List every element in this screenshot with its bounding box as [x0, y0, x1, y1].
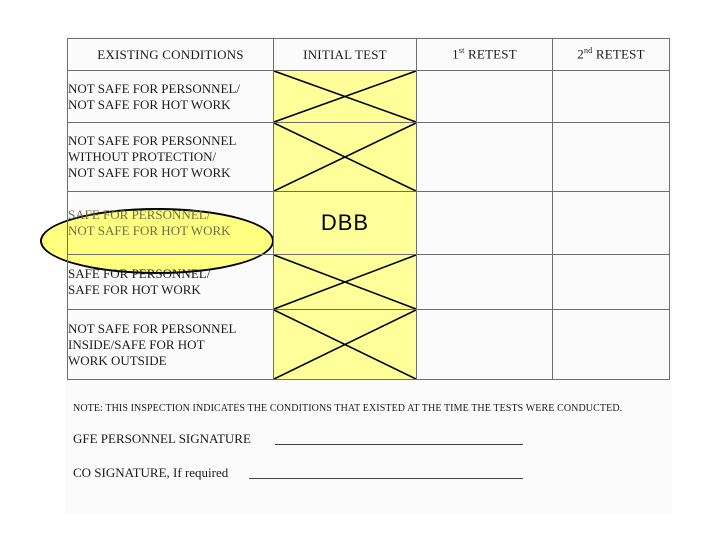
- first-retest-cell: [417, 310, 553, 380]
- second-retest-cell: [553, 192, 670, 255]
- condition-line: NOT SAFE FOR PERSONNEL: [68, 320, 237, 336]
- condition-line: NOT SAFE FOR HOT WORK: [68, 165, 231, 180]
- condition-line: SAFE FOR HOT WORK: [68, 282, 201, 297]
- condition-line: NOT SAFE FOR HOT WORK: [68, 96, 231, 112]
- condition-line: NOT SAFE FOR PERSONNEL/: [68, 80, 241, 96]
- gfe-signature-row: [73, 431, 251, 447]
- condition-cell-highlighted: [68, 192, 274, 255]
- table-row: [68, 310, 670, 380]
- header-first-retest: [417, 39, 553, 71]
- first-retest-cell: [417, 255, 553, 310]
- initial-test-cell: [274, 71, 417, 123]
- co-signature-label: CO SIGNATURE, If required: [73, 465, 229, 480]
- retest2-suffix: nd: [583, 46, 593, 56]
- second-retest-cell: [553, 310, 670, 380]
- co-signature-row: [73, 465, 228, 481]
- x-mark-icon: [274, 71, 416, 122]
- first-retest-cell: [417, 123, 553, 192]
- initial-test-result: DBB: [320, 210, 370, 235]
- first-retest-cell: [417, 71, 553, 123]
- header-existing-conditions: EXISTING CONDITIONS: [68, 39, 274, 71]
- condition-cell: [68, 123, 274, 192]
- condition-line: WITHOUT PROTECTION/: [68, 149, 217, 164]
- header-row: [68, 39, 670, 71]
- gfe-signature-line[interactable]: [275, 444, 523, 445]
- retest2-word: RETEST: [592, 46, 645, 62]
- x-mark-icon: [274, 255, 416, 309]
- initial-test-cell: [274, 192, 417, 255]
- condition-cell: [68, 255, 274, 310]
- retest1-suffix: st: [458, 46, 465, 56]
- x-mark-icon: [274, 123, 416, 191]
- condition-cell: [68, 71, 274, 123]
- table-row: [68, 71, 670, 123]
- second-retest-cell: [553, 255, 670, 310]
- condition-line: WORK OUTSIDE: [68, 352, 167, 368]
- initial-test-cell: [274, 123, 417, 192]
- table-row: [68, 123, 670, 192]
- first-retest-cell: [417, 192, 553, 255]
- inspection-note: NOTE: THIS INSPECTION INDICATES THE CONDITIONS THAT EXISTED AT THE TIME THE TESTS WERE CONDUCTED.: [73, 403, 623, 414]
- condition-cell: [68, 310, 274, 380]
- retest1-word: RETEST: [464, 46, 517, 62]
- condition-line: SAFE FOR PERSONNEL/: [68, 207, 211, 222]
- condition-line: INSIDE/SAFE FOR HOT: [68, 336, 205, 352]
- second-retest-cell: [553, 71, 670, 123]
- header-second-retest: [553, 39, 670, 71]
- condition-line: SAFE FOR PERSONNEL/: [68, 266, 211, 281]
- table-row-highlighted: [68, 192, 670, 255]
- initial-test-cell: [274, 310, 417, 380]
- second-retest-cell: [553, 123, 670, 192]
- gfe-signature-label: GFE PERSONNEL SIGNATURE: [73, 431, 251, 446]
- retest1-number: 1: [452, 46, 459, 62]
- table-row: [68, 255, 670, 310]
- header-initial-test: INITIAL TEST: [274, 39, 417, 71]
- initial-test-cell: [274, 255, 417, 310]
- condition-line: NOT SAFE FOR PERSONNEL: [68, 133, 237, 148]
- x-mark-icon: [274, 310, 416, 379]
- retest2-number: 2: [577, 46, 584, 62]
- gas-test-table: [67, 38, 670, 380]
- condition-line: NOT SAFE FOR HOT WORK: [68, 223, 231, 238]
- co-signature-line[interactable]: [249, 478, 523, 479]
